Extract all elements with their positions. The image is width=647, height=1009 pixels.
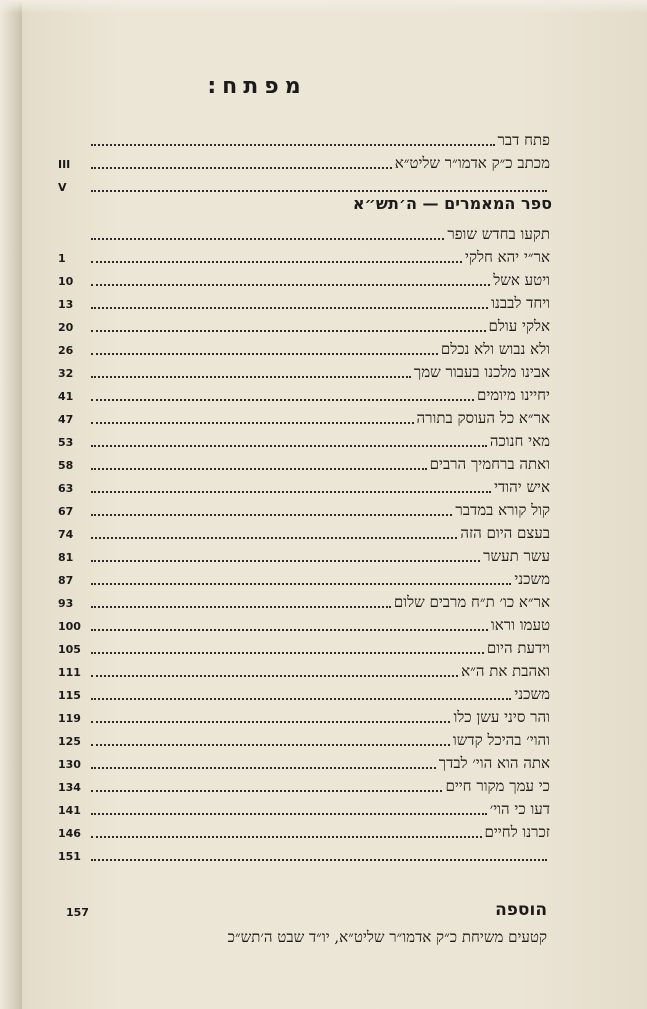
leader-dots [91,835,482,838]
toc-row [58,613,550,635]
toc-page-number: 146 [58,827,81,840]
toc-page-number: 119 [58,712,81,725]
toc-row [58,475,550,497]
toc-entry-label: כי עמך מקור חיים [445,777,550,795]
leader-dots [91,582,511,585]
toc-row [58,659,550,681]
toc-entry-label: אתה הוא הוי׳ לבדך [438,754,550,772]
toc-entry-label: עשר תעשר [483,547,550,565]
toc-row [58,406,550,428]
toc-page-number: 58 [58,459,74,472]
toc-entry-label: איש יהודי [494,478,550,496]
toc-row [58,590,550,612]
toc-page-number: 134 [58,781,81,794]
toc-entry-label: ויטע אשל [493,271,550,289]
leader-dots [91,490,491,493]
toc-row [58,429,550,451]
toc-entry-label: ואהבת את ה״א [461,662,550,680]
toc-page-number: 105 [58,643,81,656]
leader-dots [91,467,427,470]
appendix-entry: קטעים משיחת כ״ק אדמו״ר שליט״א, יו״ד שבט ה׳תש״כ [227,928,547,946]
toc-page-number: III [58,158,71,171]
toc-row [58,521,550,543]
leader-dots [91,812,487,815]
leader-dots [91,743,450,746]
toc-page-number: 151 [58,850,81,863]
toc-page-number: 32 [58,367,74,380]
leader-dots [91,166,392,169]
leader-dots [91,789,442,792]
toc-row [58,705,550,727]
toc-entry-label: ויחד לבבנו [491,294,550,312]
toc-page-number: 100 [58,620,81,633]
toc-page-number: 67 [58,505,74,518]
toc-row [58,567,550,589]
toc-row [58,751,550,773]
toc-entry-label: זכרנו לחיים [484,823,550,841]
toc-entry-label: מכתב כ״ק אדמו״ר שליט״א [394,154,550,172]
toc-row [58,452,550,474]
leader-dots [91,352,438,355]
leader-dots [91,260,462,263]
toc-entry-label: משכני [514,685,550,703]
toc-entry-label: והוי׳ בהיכל קדשו [452,731,550,749]
toc-row [58,314,550,336]
toc-entry-label: דעו כי הוי׳ [489,800,550,818]
toc-row [58,820,550,842]
toc-entry-label: מאי חנוכה [489,432,550,450]
leader-dots [91,189,547,192]
toc-page-number: 93 [58,597,74,610]
toc-row-intro [88,128,550,150]
toc-row [58,544,550,566]
leader-dots [91,375,411,378]
toc-row [88,222,550,244]
leader-dots [91,306,488,309]
toc-row [58,682,550,704]
toc-entry-label: אר״י יהא חלקי [465,248,550,266]
leader-dots [91,605,391,608]
toc-entry-label: אר״א כל העוסק בתורה [416,409,550,427]
toc-page-number: 115 [58,689,81,702]
leader-dots [91,143,495,146]
toc-page-number: 41 [58,390,74,403]
leader-dots [91,329,486,332]
toc-row-letter [58,151,550,173]
toc-entry-label: משכני [514,570,550,588]
toc-entry-label: והר סיני עשן כלו [453,708,550,726]
leader-dots [91,398,474,401]
appendix-page-number: 157 [66,906,89,919]
toc-page-number: 130 [58,758,81,771]
toc-row-continued [58,174,550,196]
section-title: ספר המאמרים — ה׳תש״א [352,194,552,213]
toc-page-number: 47 [58,413,74,426]
toc-entry-label: תקעו בחדש שופר [447,225,550,243]
toc-page-number: 125 [58,735,81,748]
toc-row [58,774,550,796]
toc-row [58,498,550,520]
leader-dots [91,766,436,769]
toc-page-number: 141 [58,804,81,817]
leader-dots [91,444,487,447]
leader-dots [91,674,458,677]
leader-dots [91,513,452,516]
leader-dots [91,628,488,631]
toc-page-number: 53 [58,436,74,449]
toc-page-number: 20 [58,321,74,334]
toc-page-number: 13 [58,298,74,311]
toc-row [58,268,550,290]
leader-dots [91,720,450,723]
toc-row [58,245,550,267]
toc-entry-label: אלקי עולם [488,317,550,335]
toc-page-number: 1 [58,252,66,265]
page-title: מפתח: [207,74,307,99]
toc-page-number: 63 [58,482,74,495]
toc-entry-label: אבינו מלכנו בעבור שמך [413,363,550,381]
toc-entry-label: פתח דבר [497,131,550,149]
toc-entry-label: טעמו וראו [490,616,550,634]
toc-entry-label: קול קורא במדבר [455,501,550,519]
toc-row [58,291,550,313]
toc-page-number: 74 [58,528,74,541]
leader-dots [91,237,444,240]
leader-dots [91,559,480,562]
toc-row [58,337,550,359]
leader-dots [91,536,457,539]
toc-row [58,383,550,405]
toc-page-number: 26 [58,344,74,357]
toc-entry-label: ולא נבוש ולא נכלם [440,340,550,358]
toc-page-number: 81 [58,551,74,564]
toc-page-number: 87 [58,574,74,587]
leader-dots [91,858,547,861]
toc-row [58,360,550,382]
leader-dots [91,651,484,654]
appendix-title: הוספה [495,900,547,920]
toc-page-number: 111 [58,666,81,679]
toc-entry-label: וידעת היום [486,639,550,657]
toc-entry-label: אר״א כו׳ ת״ח מרבים שלום [393,593,550,611]
leader-dots [91,697,511,700]
leader-dots [91,283,490,286]
toc-row [58,636,550,658]
toc-row [58,728,550,750]
toc-entry-label: בעצם היום הזה [460,524,550,542]
toc-page-number: V [58,181,67,194]
toc-entry-label: יחיינו מיומים [476,386,550,404]
toc-entry-label: ואתה ברחמיך הרבים [429,455,550,473]
toc-row-last [58,843,550,865]
toc-page-number: 10 [58,275,74,288]
leader-dots [91,421,414,424]
toc-row [58,797,550,819]
